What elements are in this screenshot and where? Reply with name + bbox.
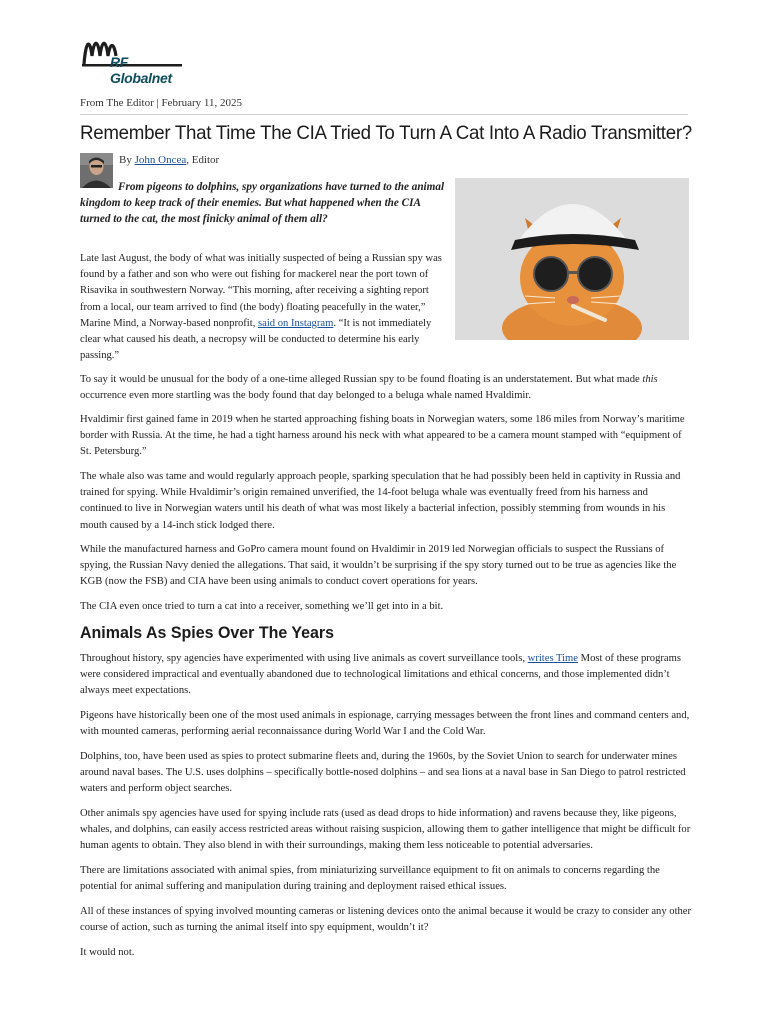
paragraph bbox=[80, 904, 692, 936]
paragraph bbox=[80, 749, 692, 798]
author-link[interactable]: John Oncea bbox=[134, 154, 187, 166]
paragraph-text: Most of these programs were considered impractical and eventually abandoned due to technological limitations and ethical concerns, and those implemented didn’t always meet expectations. bbox=[80, 653, 681, 697]
section-heading: Animals As Spies Over The Years bbox=[80, 623, 335, 642]
publish-date: February 11, 2025 bbox=[161, 97, 242, 109]
site-logo[interactable] bbox=[82, 34, 192, 86]
paragraph bbox=[80, 542, 692, 591]
divider bbox=[80, 114, 688, 115]
paragraph-text: The whale also was tame and would regularly approach people, sparking speculation that he had possibly been held in captivity in Russia and trained for spying. While Hvaldimir’s origin remained unverified, the 14-foot beluga whale was eventually freed from his harness and continued to live in Norwegian waters until his death of what was most likely a bacterial infection, possibly stemming from wounds in his mouth caused by a 14-inch stick lodged there. bbox=[80, 471, 681, 531]
paragraph-text: occurrence even more startling was the body found that day belonged to a beluga whale named Hvaldimir. bbox=[80, 390, 531, 402]
article-lede bbox=[80, 179, 448, 227]
paragraph-text: Throughout history, spy agencies have experimented with using live animals as covert surveillance tools, bbox=[80, 653, 528, 664]
paragraph bbox=[80, 863, 692, 895]
article-meta bbox=[80, 97, 242, 109]
cat-with-cap-image bbox=[455, 178, 689, 340]
instagram-link[interactable]: said on Instagram bbox=[258, 317, 334, 329]
byline-prefix: By bbox=[119, 154, 132, 166]
paragraph-text: There are limitations associated with animal spies, from miniaturizing surveillance equipment to fit on animals to concerns regarding the potential for animal suffering and manipulation during training and deployment raised ethical issues. bbox=[80, 865, 660, 893]
meta-separator: | bbox=[156, 97, 159, 109]
time-link[interactable]: writes Time bbox=[527, 653, 579, 664]
paragraph-text: While the manufactured harness and GoPro camera mount found on Hvaldimir in 2019 led Norwegian officials to suspect the Russians of spying, the Russian Navy denied the allegations. That said, it wouldn’t be surprising if the spy story turned out to be true as agencies like the KGB (now the FSB) and CIA have been using animals to conduct covert operations for years. bbox=[80, 544, 677, 588]
article-title: Remember That Time The CIA Tried To Turn A Cat Into A Radio Transmitter? bbox=[80, 122, 692, 144]
hero-image bbox=[455, 178, 689, 340]
byline bbox=[119, 154, 219, 166]
logo-text: RF Globalnet bbox=[110, 54, 172, 86]
paragraph-text: The CIA even once tried to turn a cat into a receiver, something we’ll get into in a bit. bbox=[80, 601, 444, 612]
paragraph bbox=[80, 251, 448, 364]
author-role: , Editor bbox=[186, 154, 220, 166]
paragraph-text: Dolphins, too, have been used as spies to protect submarine fleets and, during the 1960s, by the Soviet Union to search for underwater mines around naval bases. The U.S. uses dolphins – specifically bottle-nosed dolphins – and sea lions at a naval base in San Diego to patrol restricted waters and perform object searches. bbox=[80, 751, 686, 795]
paragraph-text: All of these instances of spying involved mounting cameras or listening devices onto the animal because it would be crazy to consider any other course of action, such as turning the animal itself into spy equipment, wouldn’t it? bbox=[80, 906, 692, 934]
paragraph-text: Other animals spy agencies have used for spying include rats (used as dead drops to hide information) and ravens because they, like pigeons, whales, and dolphins, can easily access restricted areas without raising suspicion, allowing them to gather intelligence that might be difficult for human agents to obtain. They also blend in with their surroundings, making them less noticeable to potential adversaries. bbox=[80, 808, 691, 852]
paragraph bbox=[80, 945, 692, 961]
paragraph bbox=[80, 599, 692, 615]
paragraph-text: To say it would be unusual for the body of a one-time alleged Russian spy to be found floating is an understatement. But what made bbox=[80, 374, 643, 385]
paragraph-text: Late last August, the body of what was initially suspected of being a Russian spy was found by a father and son who were out fishing for mackerel near the port town of Risavika in southwestern Norway. “This morning, after receiving a sighting report from a local, our team arrived to find (the body) floating peacefully in the water,” Marine Mind, a Norway-based nonprofit, bbox=[80, 253, 442, 329]
paragraph-text: Hvaldimir first gained fame in 2019 when he started approaching fishing boats in Norwegian waters, some 186 miles from Norway’s maritime border with Russia. At the time, he had a tight harness around his neck with what appeared to be a camera mount stamped with “equipment of St. Petersburg.” bbox=[80, 414, 685, 458]
paragraph bbox=[80, 651, 692, 700]
section-label[interactable]: From The Editor bbox=[80, 97, 154, 109]
paragraph-text: It would not. bbox=[80, 947, 135, 958]
paragraph-text: Pigeons have historically been one of the most used animals in espionage, carrying messages between the front lines and command centers and, with mounted cameras, performing aerial reconnaissance during World War I and the Cold War. bbox=[80, 710, 690, 738]
lede-text: From pigeons to dolphins, spy organizations have turned to the animal kingdom to keep track of their enemies. But what happened when the CIA turned to the cat, the most finicky animal of them all? bbox=[80, 181, 445, 225]
paragraph bbox=[80, 372, 692, 404]
paragraph bbox=[80, 806, 692, 855]
article-body-intro bbox=[80, 251, 448, 364]
paragraph bbox=[80, 469, 692, 534]
paragraph bbox=[80, 412, 692, 461]
paragraph bbox=[80, 708, 692, 740]
paragraph-text: . “It is not immediately clear what caused his death, a necropsy will be conducted to determine his early passing.” bbox=[80, 317, 432, 362]
emphasis-text: this bbox=[642, 374, 658, 385]
